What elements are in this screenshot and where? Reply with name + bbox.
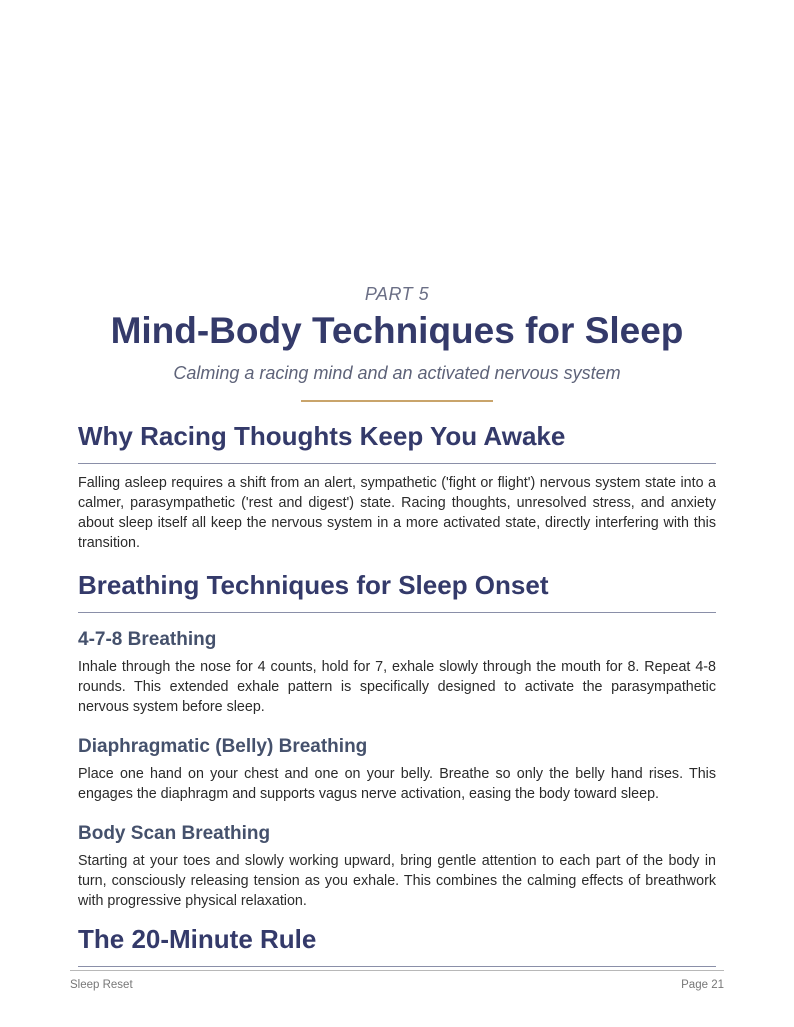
- subsection-heading: Diaphragmatic (Belly) Breathing: [78, 736, 368, 757]
- subsection-heading: 4-7-8 Breathing: [78, 629, 217, 650]
- section-heading: Breathing Techniques for Sleep Onset: [78, 570, 549, 600]
- subsection-body-scan-breathing: [78, 821, 716, 911]
- document-content: [78, 418, 716, 967]
- section-divider: [78, 966, 716, 967]
- section-heading: Why Racing Thoughts Keep You Awake: [78, 421, 566, 451]
- section-divider: [78, 612, 716, 613]
- title-divider: [301, 400, 493, 402]
- part-label: PART 5: [364, 284, 430, 304]
- subsection-478-breathing: [78, 627, 716, 717]
- footer-document-title: Sleep Reset: [70, 979, 133, 991]
- footer-page-number: Page 21: [681, 979, 724, 991]
- section-20-minute-rule: [78, 921, 716, 967]
- section-breathing-techniques: [78, 567, 716, 911]
- subsection-diaphragmatic-breathing: [78, 734, 716, 804]
- section-body: Falling asleep requires a shift from an alert, sympathetic ('fight or flight') nervous system state into a calmer, parasympathetic ('rest and digest') state. Racing thoughts, unresolved stress, and anxiety about sleep itself all keep the nervous system in a more activated state, directly interfering with this transition.: [78, 475, 716, 551]
- subsection-body: Inhale through the nose for 4 counts, hold for 7, exhale slowly through the mouth for 8. Repeat 4-8 rounds. This extended exhale pattern is specifically designed to activate the parasympathetic nervous system before sleep.: [78, 659, 716, 715]
- page-title: Mind-Body Techniques for Sleep: [110, 310, 684, 351]
- page-subtitle: Calming a racing mind and an activated nervous system: [173, 363, 621, 383]
- section-racing-thoughts: [78, 418, 716, 553]
- subsection-body: Starting at your toes and slowly working upward, bring gentle attention to each part of the body in turn, consciously releasing tension as you exhale. This combines the calming effects of breathwork with progressive physical relaxation.: [78, 853, 716, 909]
- section-divider: [78, 463, 716, 464]
- footer-divider: [70, 970, 724, 971]
- section-heading: The 20-Minute Rule: [78, 924, 317, 954]
- subsection-heading: Body Scan Breathing: [78, 823, 271, 844]
- subsection-body: Place one hand on your chest and one on your belly. Breathe so only the belly hand rises. This engages the diaphragm and supports vagus nerve activation, easing the body toward sleep.: [78, 766, 716, 802]
